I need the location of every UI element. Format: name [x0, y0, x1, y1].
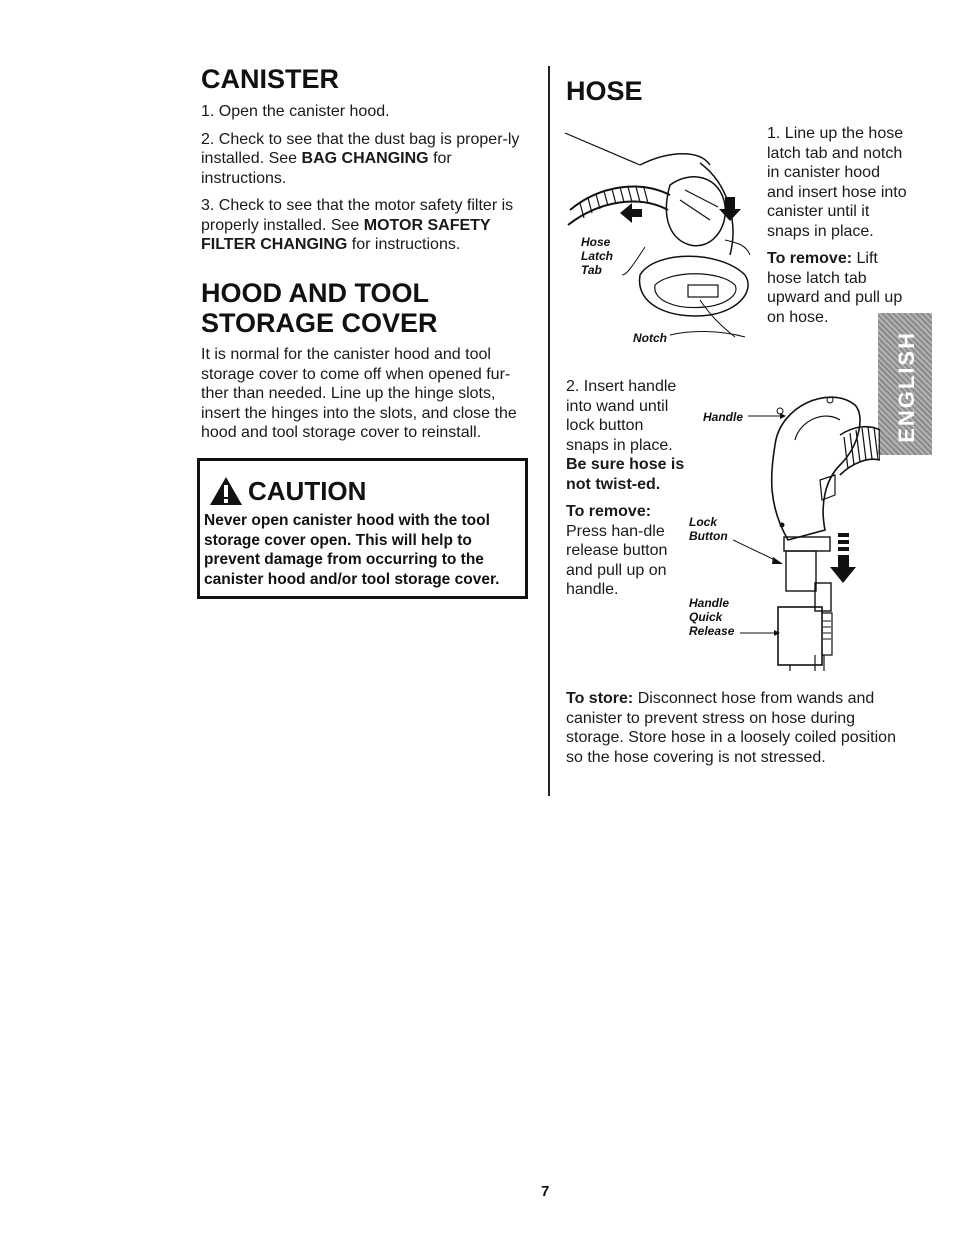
- caution-heading: CAUTION: [248, 476, 367, 506]
- hose-step-2-block: [566, 377, 686, 600]
- label-hose-latch-tab: Hose Latch Tab: [581, 235, 614, 277]
- hood-heading: HOOD AND TOOL STORAGE COVER: [201, 278, 438, 338]
- label-handle: Handle: [703, 410, 744, 424]
- hose-step-2: 2. Insert handle into wand until lock button snaps in place. Be sure hose is not twist-ed.: [566, 378, 685, 493]
- hose-remove-2: To remove: Press han-dle release button and pull up on handle.: [566, 503, 668, 598]
- hood-body: It is normal for the canister hood and tool storage cover to come off when opened fur-ther than needed. Line up the hinge slots, insert the hinges into the slots, and close the hood and tool storage cover to reinstall.: [201, 346, 517, 441]
- caution-box: [197, 458, 528, 599]
- language-tab: [878, 313, 932, 455]
- hose-remove-1: To remove: Lift hose latch tab upward and pull up on hose.: [767, 250, 903, 326]
- lock-button-callout-arrow: [733, 538, 783, 566]
- quick-release-callout-arrow: [740, 626, 780, 638]
- handle-callout-arrow: [748, 401, 786, 421]
- label-handle-quick-release: Handle Quick Release: [689, 596, 735, 638]
- label-notch: Notch: [633, 331, 667, 345]
- hose-step-1-block: [767, 124, 907, 327]
- label-lock-button: Lock Button: [689, 515, 728, 543]
- hose-step-1: 1. Line up the hose latch tab and notch in canister hood and insert hose into canister until it snaps in place.: [767, 125, 907, 240]
- page-number: 7: [541, 1183, 550, 1200]
- canister-steps: [201, 102, 531, 263]
- language-tab-label: ENGLISH: [894, 331, 919, 443]
- canister-step-1: 1. Open the canister hood.: [201, 103, 390, 120]
- canister-step-3: 3. Check to see that the motor safety filter is properly installed. See MOTOR SAFETY FILTER CHANGING for instructions.: [201, 197, 514, 253]
- caution-body: Never open canister hood with the tool storage cover open. This will help to prevent damage from occurring to the canister hood and/or tool storage cover.: [204, 512, 500, 588]
- hose-heading: HOSE: [566, 76, 643, 106]
- canister-heading: CANISTER: [201, 64, 340, 94]
- warning-triangle-icon: [208, 475, 244, 507]
- hose-store-text: To store: Disconnect hose from wands and canister to prevent stress on hose during storage. Store hose in a loosely coiled position so the hose covering is not stressed.: [566, 690, 896, 766]
- canister-step-2: 2. Check to see that the dust bag is proper-ly installed. See BAG CHANGING for instructions.: [201, 130, 520, 187]
- column-divider: [548, 66, 550, 796]
